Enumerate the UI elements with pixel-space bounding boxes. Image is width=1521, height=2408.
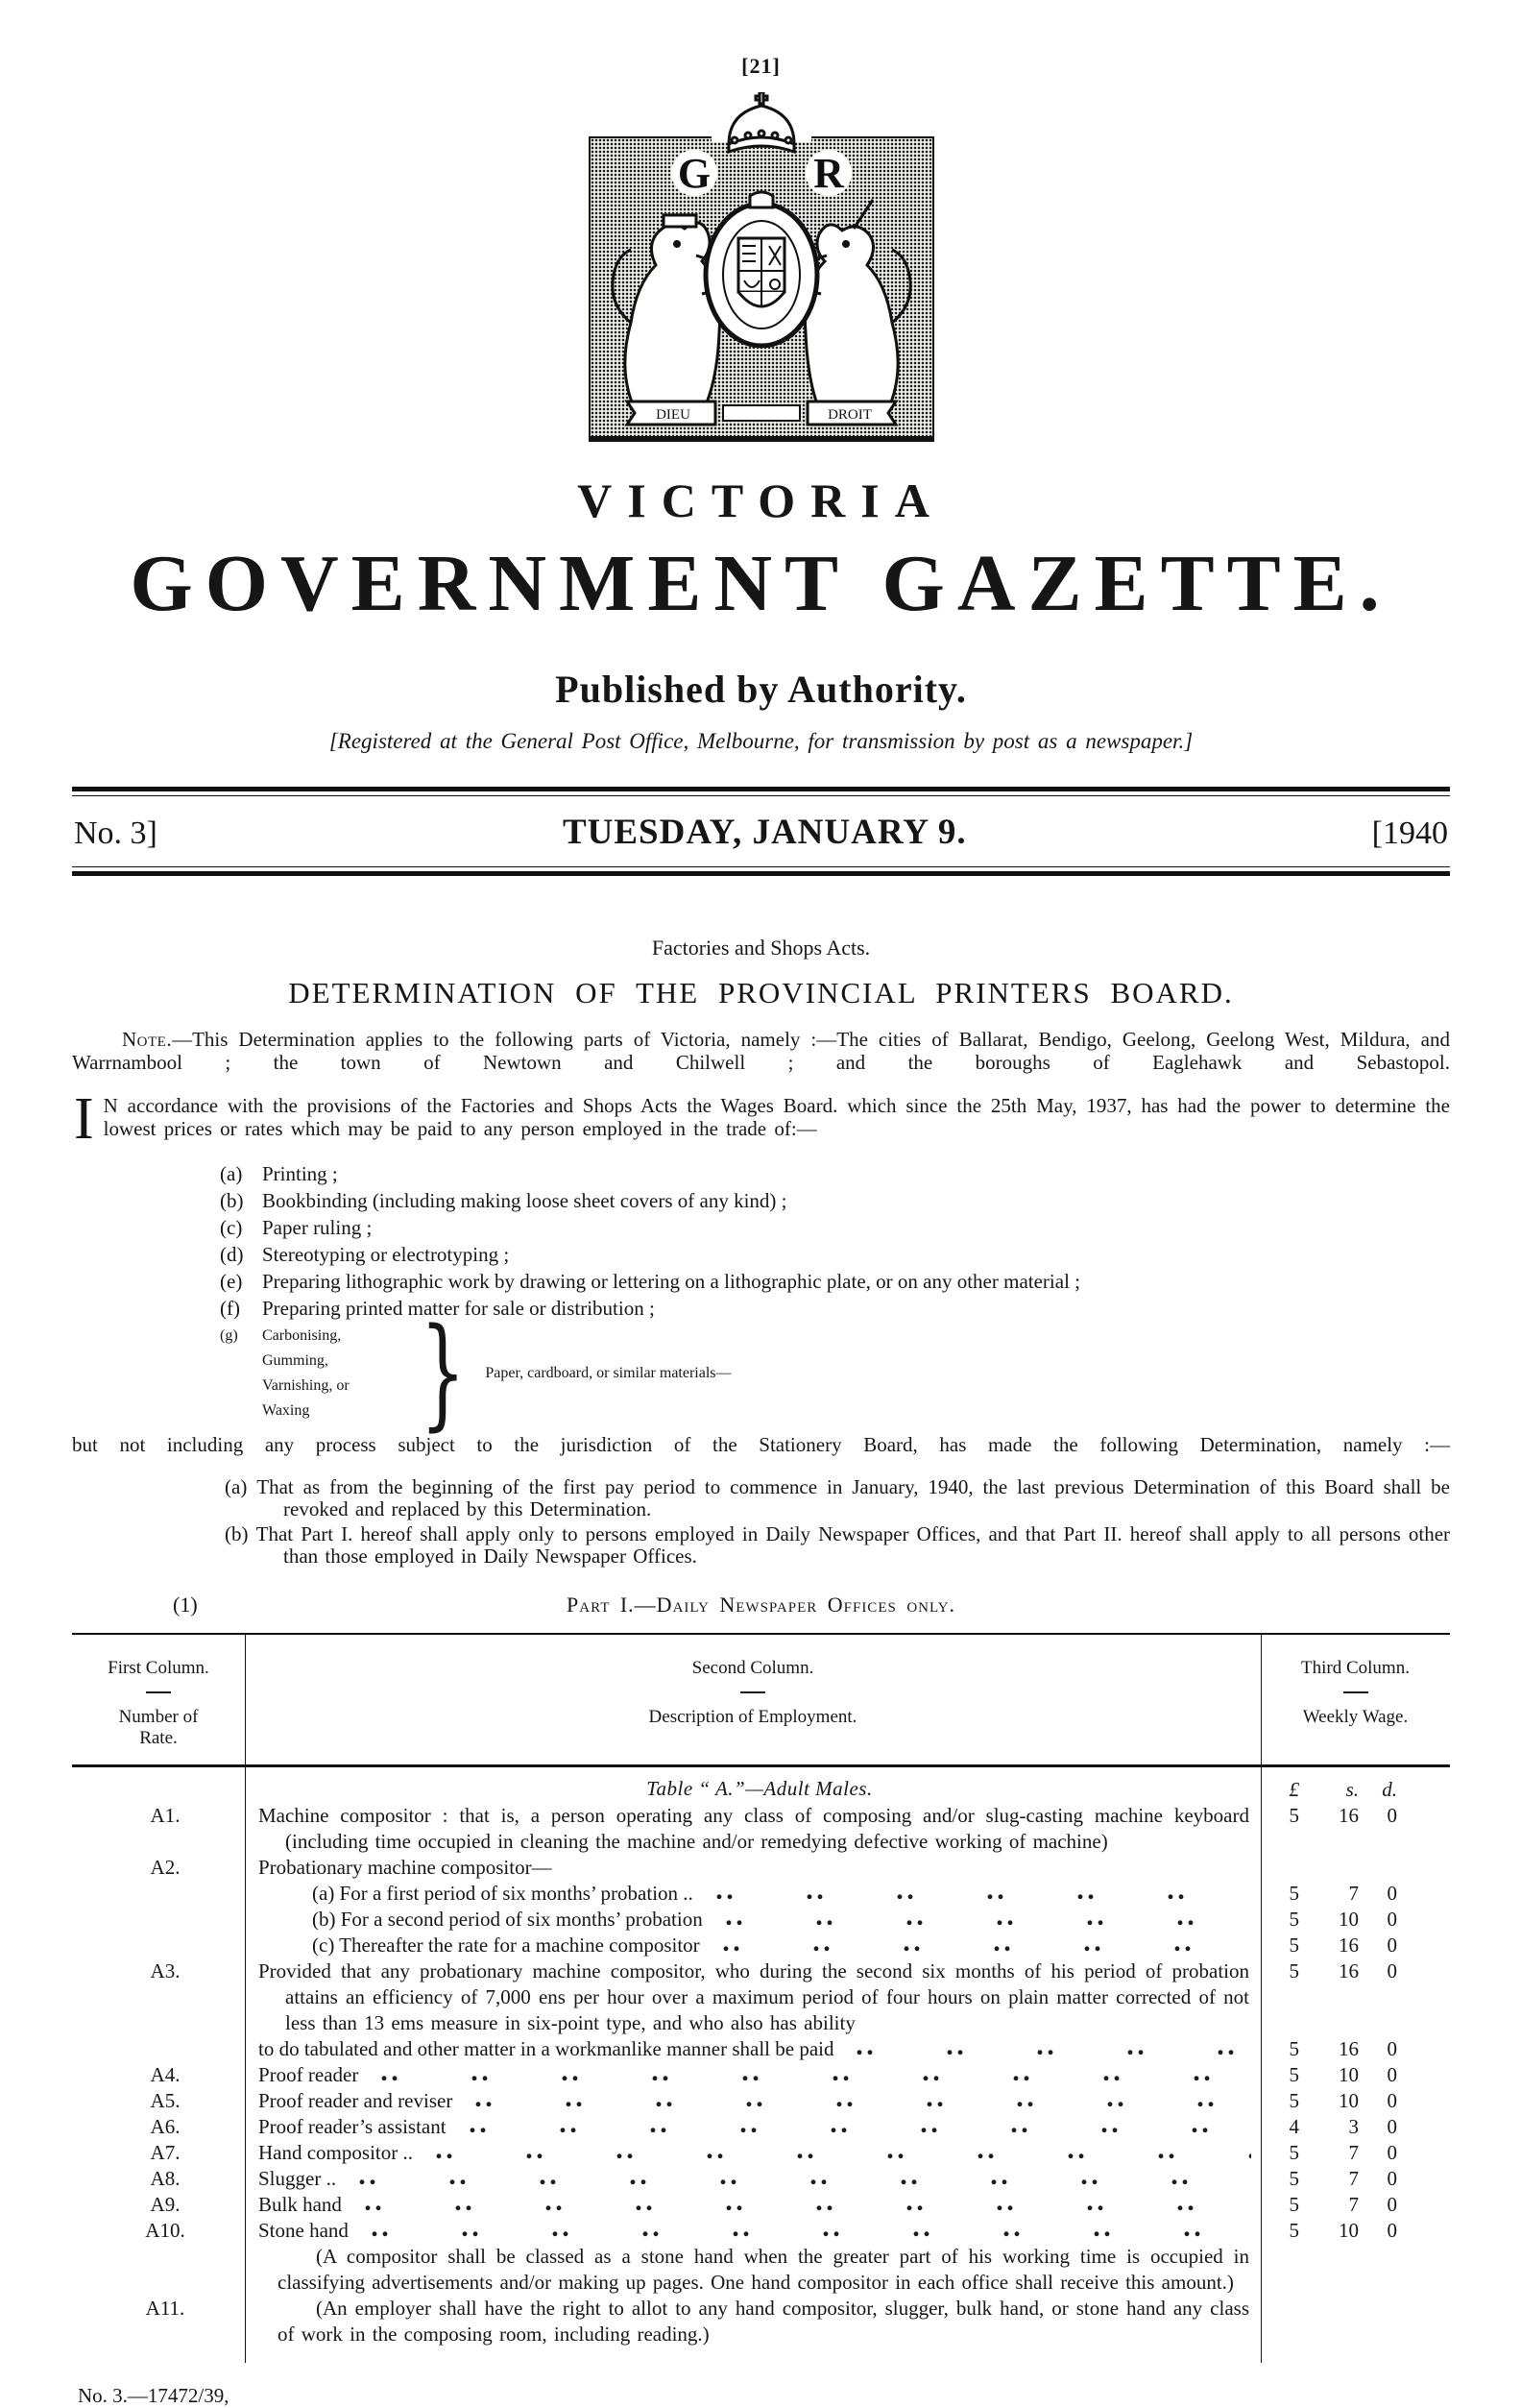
pounds: 5	[1289, 2037, 1299, 2060]
shillings: 7	[1348, 2167, 1359, 2190]
weekly-wage	[1274, 2036, 1450, 2062]
description-cell	[245, 2114, 1450, 2140]
description-cell	[245, 2166, 1450, 2192]
table-line	[258, 2088, 1450, 2114]
table-caption-row	[72, 1777, 1450, 1803]
dash	[740, 1691, 765, 1693]
determination-item	[72, 1476, 1450, 1520]
money-header	[1274, 1777, 1450, 1803]
pence: 0	[1387, 2141, 1397, 2164]
line-text: (An employer shall have the right to allot to any hand compositor, slugger, bulk hand, or stone hand any class of work in the composing room, including reading.)	[278, 2297, 1249, 2346]
intro-paragraph	[72, 1086, 1450, 1152]
state-name: VICTORIA	[577, 474, 945, 527]
pounds: 5	[1289, 2141, 1299, 2164]
wage-cell	[1261, 1907, 1450, 1933]
trade-item	[72, 1268, 1450, 1295]
line-text: to do tabulated and other matter in a workmanlike manner shall be paid	[258, 2037, 834, 2060]
table-row	[72, 2244, 1450, 2296]
published-by-authority: Published by Authority.	[555, 668, 967, 711]
pence: 0	[1387, 2089, 1397, 2112]
pounds: 5	[1289, 2089, 1299, 2112]
trade-label: (b)	[220, 1189, 244, 1212]
col2-title: Second Column.	[691, 1658, 814, 1678]
weekly-wage	[1274, 1958, 1450, 1984]
part-title: Part I.—Daily Newspaper Offices only.	[567, 1593, 955, 1617]
pence: 0	[1387, 2063, 1397, 2086]
double-rule-top	[72, 787, 1450, 796]
trade-item	[72, 1295, 1450, 1322]
line-text: (a) For a first period of six months’ probation ..	[312, 1882, 693, 1905]
table-line	[258, 2062, 1450, 2088]
line-text: (b) For a second period of six months’ probation	[312, 1908, 703, 1931]
shillings: 16	[1339, 1959, 1359, 1982]
motto-left: DIEU	[655, 407, 690, 423]
pence: 0	[1387, 2193, 1397, 2216]
issue-bar	[72, 796, 1450, 866]
pence-sign: d.	[1382, 1778, 1397, 1801]
pounds: 5	[1289, 2063, 1299, 2086]
table-line	[258, 2218, 1450, 2244]
rate-number: A3.	[150, 1959, 181, 1982]
table-line	[258, 1958, 1450, 2036]
table-caption: Table “ A.”—Adult Males.	[646, 1777, 873, 1800]
gazette-page	[72, 0, 1450, 2408]
weekly-wage	[1274, 1803, 1450, 1829]
description-cell	[245, 2218, 1450, 2244]
motto-right: DROIT	[827, 407, 872, 423]
wages-table	[72, 1633, 1450, 2363]
table-line	[258, 2166, 1450, 2192]
table-line	[258, 1803, 1450, 1855]
motto-scrolls	[627, 401, 896, 425]
issue-date: TUESDAY, JANUARY 9.	[562, 813, 967, 852]
determination-heading: DETERMINATION OF THE PROVINCIAL PRINTERS BOARD.	[288, 976, 1234, 1009]
pounds: 5	[1289, 1908, 1299, 1931]
weekly-wage	[1274, 2088, 1450, 2114]
dash	[146, 1691, 171, 1693]
trade-text: Preparing lithographic work by drawing or lettering on a lithographic plate, or on any other material ;	[262, 1270, 1080, 1293]
pounds: 4	[1289, 2115, 1299, 2138]
table-line	[258, 1881, 1450, 1907]
weekly-wage	[1274, 2114, 1450, 2140]
trade-label: (f)	[220, 1297, 240, 1320]
coat-of-arms-icon	[589, 92, 934, 446]
shillings: 7	[1348, 2193, 1359, 2216]
wage-cell	[1261, 2192, 1450, 2218]
col1-title: First Column.	[108, 1658, 209, 1678]
line-text: (A compositor shall be classed as a stone hand when the greater part of his working time is occupied in classifying advertisements and/or making up pages. One hand compositor in each office shall receive this amount.)	[278, 2245, 1249, 2294]
shillings: 16	[1339, 1934, 1359, 1957]
wage-cell	[1261, 1933, 1450, 1958]
description-cell	[245, 1803, 1450, 1855]
dot-leader	[372, 2218, 1251, 2244]
col2-sub: Description of Employment.	[648, 1707, 857, 1727]
intro-text: N accordance with the provisions of the Factories and Shops Acts the Wages Board. which since the 25th May, 1937, has had the power to determine the lowest prices or rates which may be paid to any person employed in the trade of:—	[103, 1094, 1450, 1140]
dot-leader	[723, 1933, 1251, 1958]
page-number: [21]	[741, 54, 781, 78]
dash	[1343, 1691, 1368, 1693]
dot-leader	[436, 2140, 1251, 2166]
table-vertical-rule	[245, 1635, 246, 2363]
pence: 0	[1387, 2219, 1397, 2242]
col3-header	[1261, 1658, 1450, 1749]
trade-g-word: Varnishing, or	[262, 1377, 350, 1394]
rate-number: A11.	[145, 2297, 185, 2320]
wage-cell	[1261, 1803, 1450, 1829]
table-line	[258, 1907, 1450, 1933]
table-line	[258, 2036, 1450, 2062]
central-shield	[706, 192, 817, 346]
trade-item	[72, 1241, 1450, 1268]
rate-number: A1.	[150, 1804, 181, 1827]
part-line	[72, 1593, 1450, 1617]
pence: 0	[1387, 2167, 1397, 2190]
pounds: 5	[1289, 1959, 1299, 1982]
note-paragraph	[72, 1028, 1450, 1074]
dot-leader	[475, 2088, 1251, 2114]
det-text: That Part I. hereof shall apply only to persons employed in Daily Newspaper Offices, and that Part II. hereof shall apply to all persons other than those employed in Daily Newspaper Offices.	[255, 1522, 1451, 1568]
description-cell	[245, 2062, 1450, 2088]
line-text: Machine compositor : that is, a person operating any class of composing and/or slug-casting machine keyboard (including time occupied in cleaning the machine and/or remedying defective working of machine)	[258, 1804, 1249, 1853]
pound-sign: £	[1289, 1778, 1299, 1801]
rate-number: A7.	[150, 2141, 181, 2164]
description-cell	[245, 1958, 1450, 2062]
table-line	[258, 1855, 1450, 1881]
description-cell	[245, 1855, 1450, 1958]
table-line	[258, 2114, 1450, 2140]
table-row	[72, 2166, 1450, 2192]
line-text: Bulk hand	[258, 2193, 342, 2216]
shillings: 7	[1348, 1882, 1359, 1905]
line-text: Proof reader’s assistant	[258, 2115, 447, 2138]
trade-item	[72, 1187, 1450, 1214]
dot-leader	[365, 2192, 1251, 2218]
weekly-wage	[1274, 1907, 1450, 1933]
trade-text: Printing ;	[262, 1162, 338, 1185]
trade-label: (d)	[220, 1243, 244, 1266]
pence: 0	[1387, 1908, 1397, 1931]
pence: 0	[1387, 2115, 1397, 2138]
table-header	[72, 1635, 1450, 1767]
shillings: 16	[1339, 1804, 1359, 1827]
gazette-title: GOVERNMENT GAZETTE.	[130, 539, 1392, 628]
table-row	[72, 1803, 1450, 1855]
table-body	[72, 1767, 1450, 2363]
table-line	[258, 2140, 1450, 2166]
det-label: (a)	[225, 1475, 248, 1498]
trade-text: Bookbinding (including making loose sheet covers of any kind) ;	[262, 1189, 787, 1212]
arms-letter-g: G	[677, 150, 711, 197]
wage-cell	[1261, 2218, 1450, 2244]
col1-sub: Number of Rate.	[118, 1707, 199, 1748]
trade-g-text: Paper, cardboard, or similar materials—	[485, 1365, 732, 1381]
shillings: 10	[1339, 2219, 1359, 2242]
wage-cell	[1261, 1958, 1450, 1984]
determination-items	[72, 1476, 1450, 1568]
shillings: 10	[1339, 1908, 1359, 1931]
table-row	[72, 2088, 1450, 2114]
issue-number: No. 3]	[74, 815, 157, 851]
table-line	[258, 2296, 1450, 2347]
dot-leader	[359, 2166, 1251, 2192]
pence: 0	[1387, 2037, 1397, 2060]
wage-cell	[1261, 2140, 1450, 2166]
wage-cell	[1261, 1881, 1450, 1907]
part-number: (1)	[173, 1593, 198, 1617]
trade-text: Stereotyping or electrotyping ;	[262, 1243, 510, 1266]
table-row	[72, 2192, 1450, 2218]
weekly-wage	[1274, 2166, 1450, 2192]
pounds: 5	[1289, 2167, 1299, 2190]
rate-number: A8.	[150, 2167, 181, 2190]
weekly-wage	[1274, 2140, 1450, 2166]
dot-leader	[857, 2036, 1251, 2062]
description-cell	[245, 2140, 1450, 2166]
rate-number: A6.	[150, 2115, 181, 2138]
col3-title: Third Column.	[1301, 1658, 1410, 1678]
pence: 0	[1387, 1959, 1397, 1982]
table-vertical-rule	[1261, 1635, 1262, 2363]
pounds: 5	[1289, 1882, 1299, 1905]
arms-letter-r: R	[812, 150, 844, 197]
dropcap: I	[74, 1086, 94, 1152]
shillings: 16	[1339, 2037, 1359, 2060]
description-cell	[245, 2244, 1450, 2296]
rate-number: A10.	[145, 2219, 185, 2242]
brace-glyph: }	[420, 1302, 466, 1444]
determination-item	[72, 1523, 1450, 1568]
weekly-wage	[1274, 2062, 1450, 2088]
wage-cell	[1261, 2088, 1450, 2114]
weekly-wage	[1274, 2218, 1450, 2244]
line-text: Slugger ..	[258, 2167, 337, 2190]
line-text: Hand compositor ..	[258, 2141, 413, 2164]
trade-label: (g)	[220, 1327, 238, 1344]
table-rows	[72, 1803, 1450, 2347]
shillings: 3	[1348, 2115, 1359, 2138]
trade-g-word: Carbonising,	[262, 1327, 342, 1344]
wage-cell	[1261, 2062, 1450, 2088]
shillings: 7	[1348, 2141, 1359, 2164]
table-row	[72, 1958, 1450, 2062]
dot-leader	[716, 1881, 1251, 1907]
issue-year: [1940	[1371, 815, 1448, 851]
dot-leader	[381, 2062, 1251, 2088]
trade-item	[72, 1160, 1450, 1187]
pence: 0	[1387, 1882, 1397, 1905]
pence: 0	[1387, 1804, 1397, 1827]
trade-g-word: Waxing	[262, 1402, 310, 1419]
trade-label: (e)	[220, 1270, 243, 1293]
table-line	[258, 2192, 1450, 2218]
pounds: 5	[1289, 2219, 1299, 2242]
rate-number: A5.	[150, 2089, 181, 2112]
table-line	[258, 1933, 1450, 1958]
weekly-wage	[1274, 1933, 1450, 1958]
trades-list	[72, 1160, 1450, 1322]
line-text: (c) Thereafter the rate for a machine compositor	[312, 1934, 700, 1957]
table-row	[72, 2140, 1450, 2166]
line-text: Probationary machine compositor—	[258, 1856, 552, 1879]
col2-header	[245, 1658, 1261, 1749]
description-cell	[245, 2192, 1450, 2218]
pence: 0	[1387, 1934, 1397, 1957]
wage-cell	[1261, 2166, 1450, 2192]
rate-number: A9.	[150, 2193, 181, 2216]
trade-label: (a)	[220, 1162, 243, 1185]
pounds: 5	[1289, 1804, 1299, 1827]
det-label: (b)	[225, 1522, 249, 1545]
note-text: —This Determination applies to the following parts of Victoria, namely :—The cities of Ballarat, Bendigo, Geelong, Geelong West, Mildura, and Warrnambool ; the town of Newtown and Chilwell ; and the boroughs of Eaglehawk and Sebastopol.	[72, 1028, 1450, 1074]
table-row	[72, 2114, 1450, 2140]
wage-cell	[1261, 2114, 1450, 2140]
line-text: Stone hand	[258, 2219, 349, 2242]
pounds: 5	[1289, 1934, 1299, 1957]
double-rule-bottom	[72, 866, 1450, 876]
table-row	[72, 2062, 1450, 2088]
det-text: That as from the beginning of the first pay period to commence in January, 1940, the last previous Determination of this Board shall be revoked and replaced by this Determination.	[256, 1475, 1451, 1520]
dot-leader	[470, 2114, 1251, 2140]
trade-g-stack	[262, 1324, 406, 1423]
shilling-sign: s.	[1345, 1778, 1359, 1801]
trade-item	[72, 1214, 1450, 1241]
trade-text: Preparing printed matter for sale or distribution ;	[262, 1297, 655, 1320]
shillings: 10	[1339, 2063, 1359, 2086]
col3-sub: Weekly Wage.	[1302, 1707, 1409, 1727]
acts-line: Factories and Shops Acts.	[651, 936, 871, 960]
rate-number: A2.	[150, 1856, 181, 1879]
description-cell	[245, 2296, 1450, 2347]
table-line	[258, 2244, 1450, 2296]
dot-leader	[726, 1907, 1251, 1933]
line-text: Proof reader and reviser	[258, 2089, 453, 2112]
weekly-wage	[1274, 2192, 1450, 2218]
line-text: Provided that any probationary machine compositor, who during the second six months of his period of probation attains an efficiency of 7,000 ens per hour over a maximum period of four hours on plain matter corrected of not less than 13 ems measure in six-point type, and who also has ability	[258, 1959, 1249, 2034]
table-row	[72, 1855, 1450, 1958]
trade-label: (c)	[220, 1216, 243, 1239]
registered-line: [Registered at the General Post Office, Melbourne, for transmission by post as a newspaper.]	[328, 729, 1194, 753]
col1-header	[72, 1658, 245, 1749]
weekly-wage	[1274, 1881, 1450, 1907]
trade-g-word: Gumming,	[262, 1352, 328, 1369]
table-row	[72, 2296, 1450, 2347]
shillings: 10	[1339, 2089, 1359, 2112]
exclusion-paragraph: but not including any process subject to the jurisdiction of the Stationery Board, has made the following Determination, namely :—	[72, 1433, 1450, 1456]
trade-text: Paper ruling ;	[262, 1216, 373, 1239]
note-label: Note.	[122, 1028, 173, 1051]
wage-cell	[1261, 2036, 1450, 2062]
line-text: Proof reader	[258, 2063, 359, 2086]
footer-imprint: No. 3.—17472/39,	[78, 2384, 229, 2407]
description-cell	[245, 2088, 1450, 2114]
table-row	[72, 2218, 1450, 2244]
pounds: 5	[1289, 2193, 1299, 2216]
rate-number: A4.	[150, 2063, 181, 2086]
royal-coat-of-arms	[589, 92, 934, 446]
